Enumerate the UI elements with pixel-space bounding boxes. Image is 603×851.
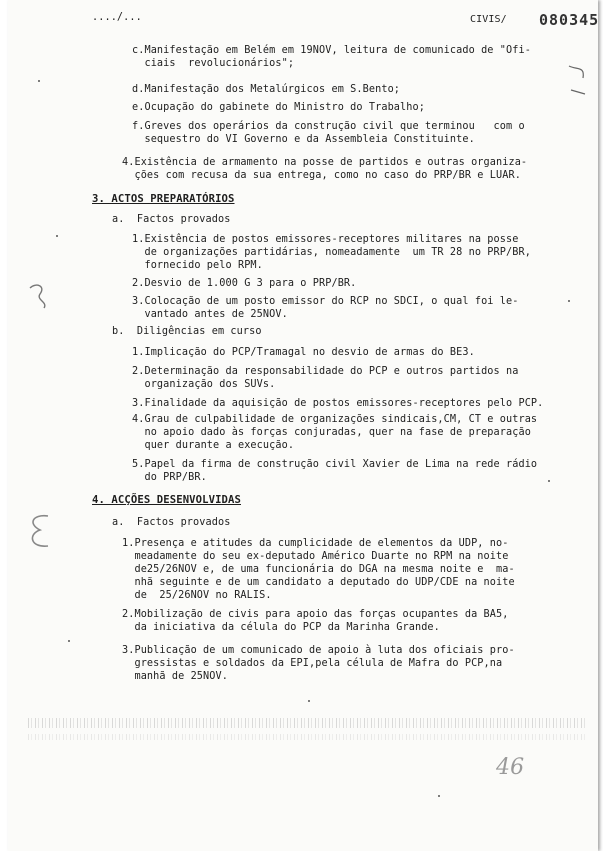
item-3b3-line-1: 3.Finalidade da aquisição de postos emissores-receptores pelo PCP. bbox=[132, 398, 544, 409]
item-4a1-line-5: de 25/26NOV no RALIS. bbox=[122, 590, 272, 601]
scan-noise-band-thin bbox=[28, 734, 588, 740]
item-3b4-line-1: 4.Grau de culpabilidade de organizações sindicais,CM, CT e outras bbox=[132, 414, 538, 425]
item-3b2-line-2: organização dos SUVs. bbox=[132, 379, 276, 390]
subsection-3a-heading: a. Factos provados bbox=[112, 214, 231, 225]
item-e-line-1: e.Ocupação do gabinete do Ministro do Trabalho; bbox=[132, 102, 425, 113]
speck bbox=[38, 80, 40, 82]
item-f-line-2: sequestro do VI Governo e da Assembleia Constituinte. bbox=[132, 134, 475, 145]
item-4a1-line-2: meadamente do seu ex-deputado Américo Duarte no RPM na noite bbox=[122, 551, 509, 562]
classification-stamp: CIVIS/ bbox=[470, 14, 507, 25]
item-4a3-line-3: manhã de 25NOV. bbox=[122, 671, 228, 682]
item-c-line-2: ciais revolucionários"; bbox=[132, 58, 295, 69]
item-c-line-1: c.Manifestação em Belém em 19NOV, leitura de comunicado de "Ofi- bbox=[132, 45, 531, 56]
item-4a1-line-3: de25/26NOV e, de uma funcionária do DGA na mesma noite e ma- bbox=[122, 564, 515, 575]
document-number: 080345 bbox=[539, 11, 600, 29]
item-3b4-line-2: no apoio dado às forças conjuradas, quer na fase de preparação bbox=[132, 427, 531, 438]
item-4a1-line-4: nhã seguinte e de um candidato a deputado do UDP/CDE na noite bbox=[122, 577, 515, 588]
item-4a2-line-2: da iniciativa da célula do PCP da Marinha Grande. bbox=[122, 622, 440, 633]
continuation-mark: ..../... bbox=[92, 12, 142, 23]
item-3b4-line-3: quer durante a execução. bbox=[132, 440, 295, 451]
speck bbox=[56, 235, 58, 237]
item-3a1-line-3: fornecido pelo RPM. bbox=[132, 260, 263, 271]
item-3a3-line-1: 3.Colocação de um posto emissor do RCP no SDCI, o qual foi le- bbox=[132, 296, 519, 307]
section-4-heading: 4. ACÇÕES DESENVOLVIDAS bbox=[92, 494, 241, 506]
item-4-line-1: 4.Existência de armamento na posse de partidos e outras organiza- bbox=[122, 157, 528, 168]
subsection-4a-heading: a. Factos provados bbox=[112, 517, 231, 528]
item-3a1-line-2: de organizações partidárias, nomeadamente um TR 28 no PRP/BR, bbox=[132, 247, 531, 258]
item-3a3-line-2: vantado antes de 25NOV. bbox=[132, 309, 288, 320]
document-page bbox=[8, 0, 598, 851]
scan-noise-band bbox=[28, 718, 588, 728]
item-4a3-line-1: 3.Publicação de um comunicado de apoio à luta dos oficiais pro- bbox=[122, 645, 515, 656]
item-3b1-line-1: 1.Implicação do PCP/Tramagal no desvio de armas do BE3. bbox=[132, 347, 475, 358]
item-3a1-line-1: 1.Existência de postos emissores-receptores militares na posse bbox=[132, 234, 519, 245]
item-d-line-1: d.Manifestação dos Metalúrgicos em S.Bento; bbox=[132, 84, 401, 95]
item-3b5-line-2: do PRP/BR. bbox=[132, 472, 207, 483]
speck bbox=[438, 795, 440, 797]
handwritten-page-number: 46 bbox=[496, 755, 525, 780]
corner-smudge-mark bbox=[563, 60, 593, 110]
speck bbox=[308, 700, 310, 702]
item-3b5-line-1: 5.Papel da firma de construção civil Xavier de Lima na rede rádio bbox=[132, 459, 538, 470]
item-4-line-2: ções com recusa da sua entrega, como no caso do PRP/BR e LUAR. bbox=[122, 170, 521, 181]
margin-scribble-mark bbox=[26, 280, 52, 310]
item-4a3-line-2: gressistas e soldados da EPI,pela célula de Mafra do PCP,na bbox=[122, 658, 503, 669]
item-f-line-1: f.Greves dos operários da construção civil que terminou com o bbox=[132, 121, 525, 132]
speck bbox=[548, 480, 550, 482]
speck bbox=[568, 300, 570, 302]
item-4a1-line-1: 1.Presença e atitudes da cumplicidade de elementos da UDP, no- bbox=[122, 538, 509, 549]
item-3a2-line-1: 2.Desvio de 1.000 G 3 para o PRP/BR. bbox=[132, 278, 357, 289]
margin-bracket-mark bbox=[22, 512, 56, 552]
section-3-heading: 3. ACTOS PREPARATÓRIOS bbox=[92, 193, 235, 205]
item-3b2-line-1: 2.Determinação da responsabilidade do PCP e outros partidos na bbox=[132, 366, 519, 377]
subsection-3b-heading: b. Diligências em curso bbox=[112, 326, 262, 337]
speck bbox=[68, 640, 70, 642]
item-4a2-line-1: 2.Mobilização de civis para apoio das forças ocupantes da BA5, bbox=[122, 609, 509, 620]
